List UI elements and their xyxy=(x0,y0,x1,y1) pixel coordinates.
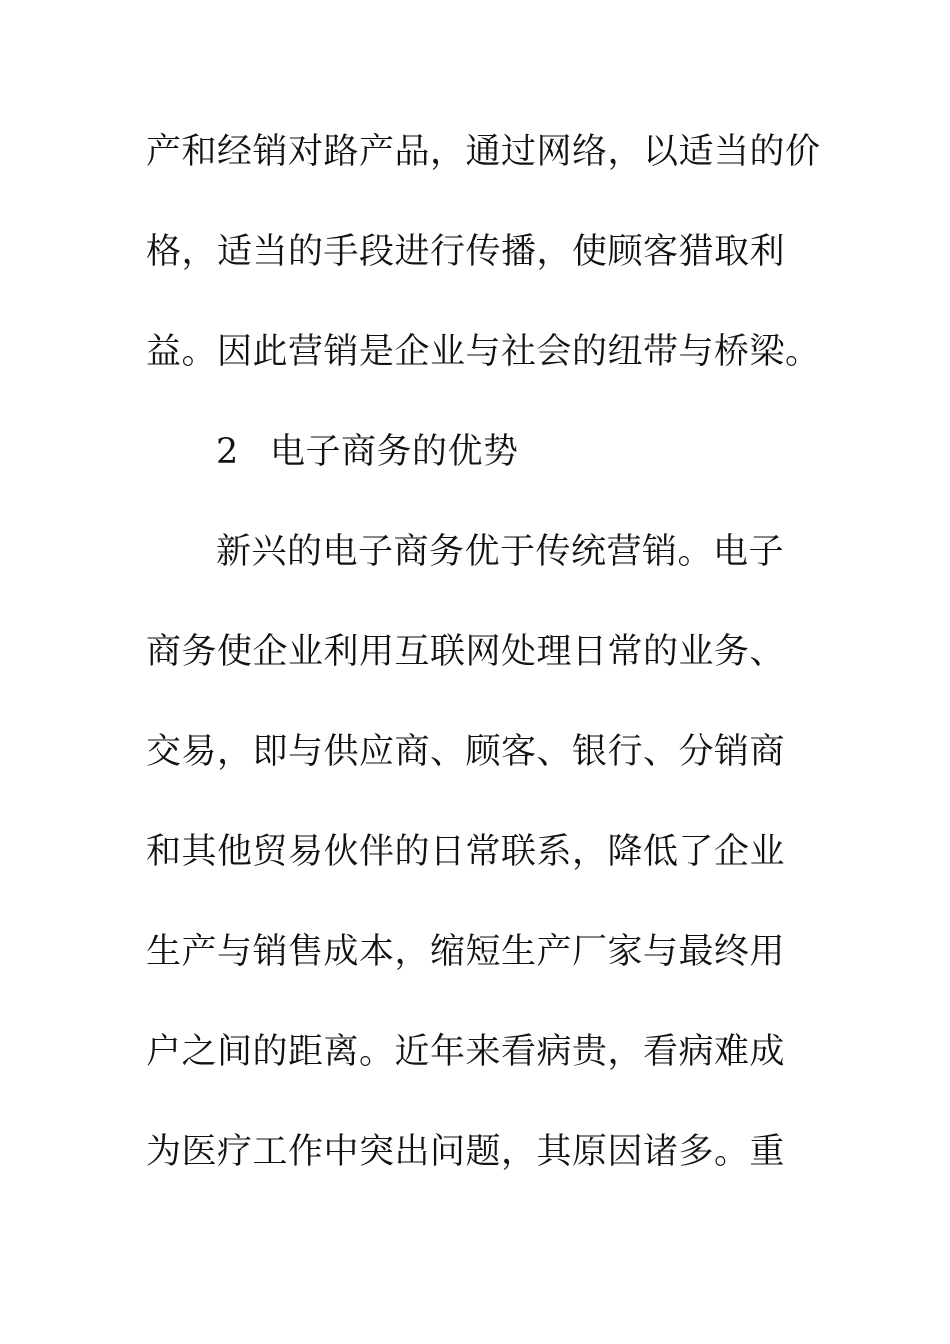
paragraph-line: 户之间的距离。近年来看病贵，看病难成 xyxy=(146,1032,786,1072)
section-number: 2 xyxy=(216,432,239,472)
paragraph-line: 产和经销对路产品，通过网络，以适当的价 xyxy=(146,132,821,172)
section-heading xyxy=(216,432,519,472)
section-title: 电子商务的优势 xyxy=(270,432,519,472)
paragraph-line: 为医疗工作中突出问题，其原因诸多。重 xyxy=(146,1132,786,1172)
paragraph-line: 商务使企业利用互联网处理日常的业务、 xyxy=(146,632,786,672)
paragraph-line: 和其他贸易伙伴的日常联系，降低了企业 xyxy=(146,832,786,872)
paragraph-line: 新兴的电子商务优于传统营销。电子 xyxy=(216,532,785,572)
paragraph-line: 生产与销售成本，缩短生产厂家与最终用 xyxy=(146,932,786,972)
paragraph-line: 益。因此营销是企业与社会的纽带与桥梁。 xyxy=(146,332,821,372)
paragraph-line: 交易，即与供应商、顾客、银行、分销商 xyxy=(146,732,786,772)
paragraph-line: 格，适当的手段进行传播，使顾客猎取利 xyxy=(146,232,786,272)
